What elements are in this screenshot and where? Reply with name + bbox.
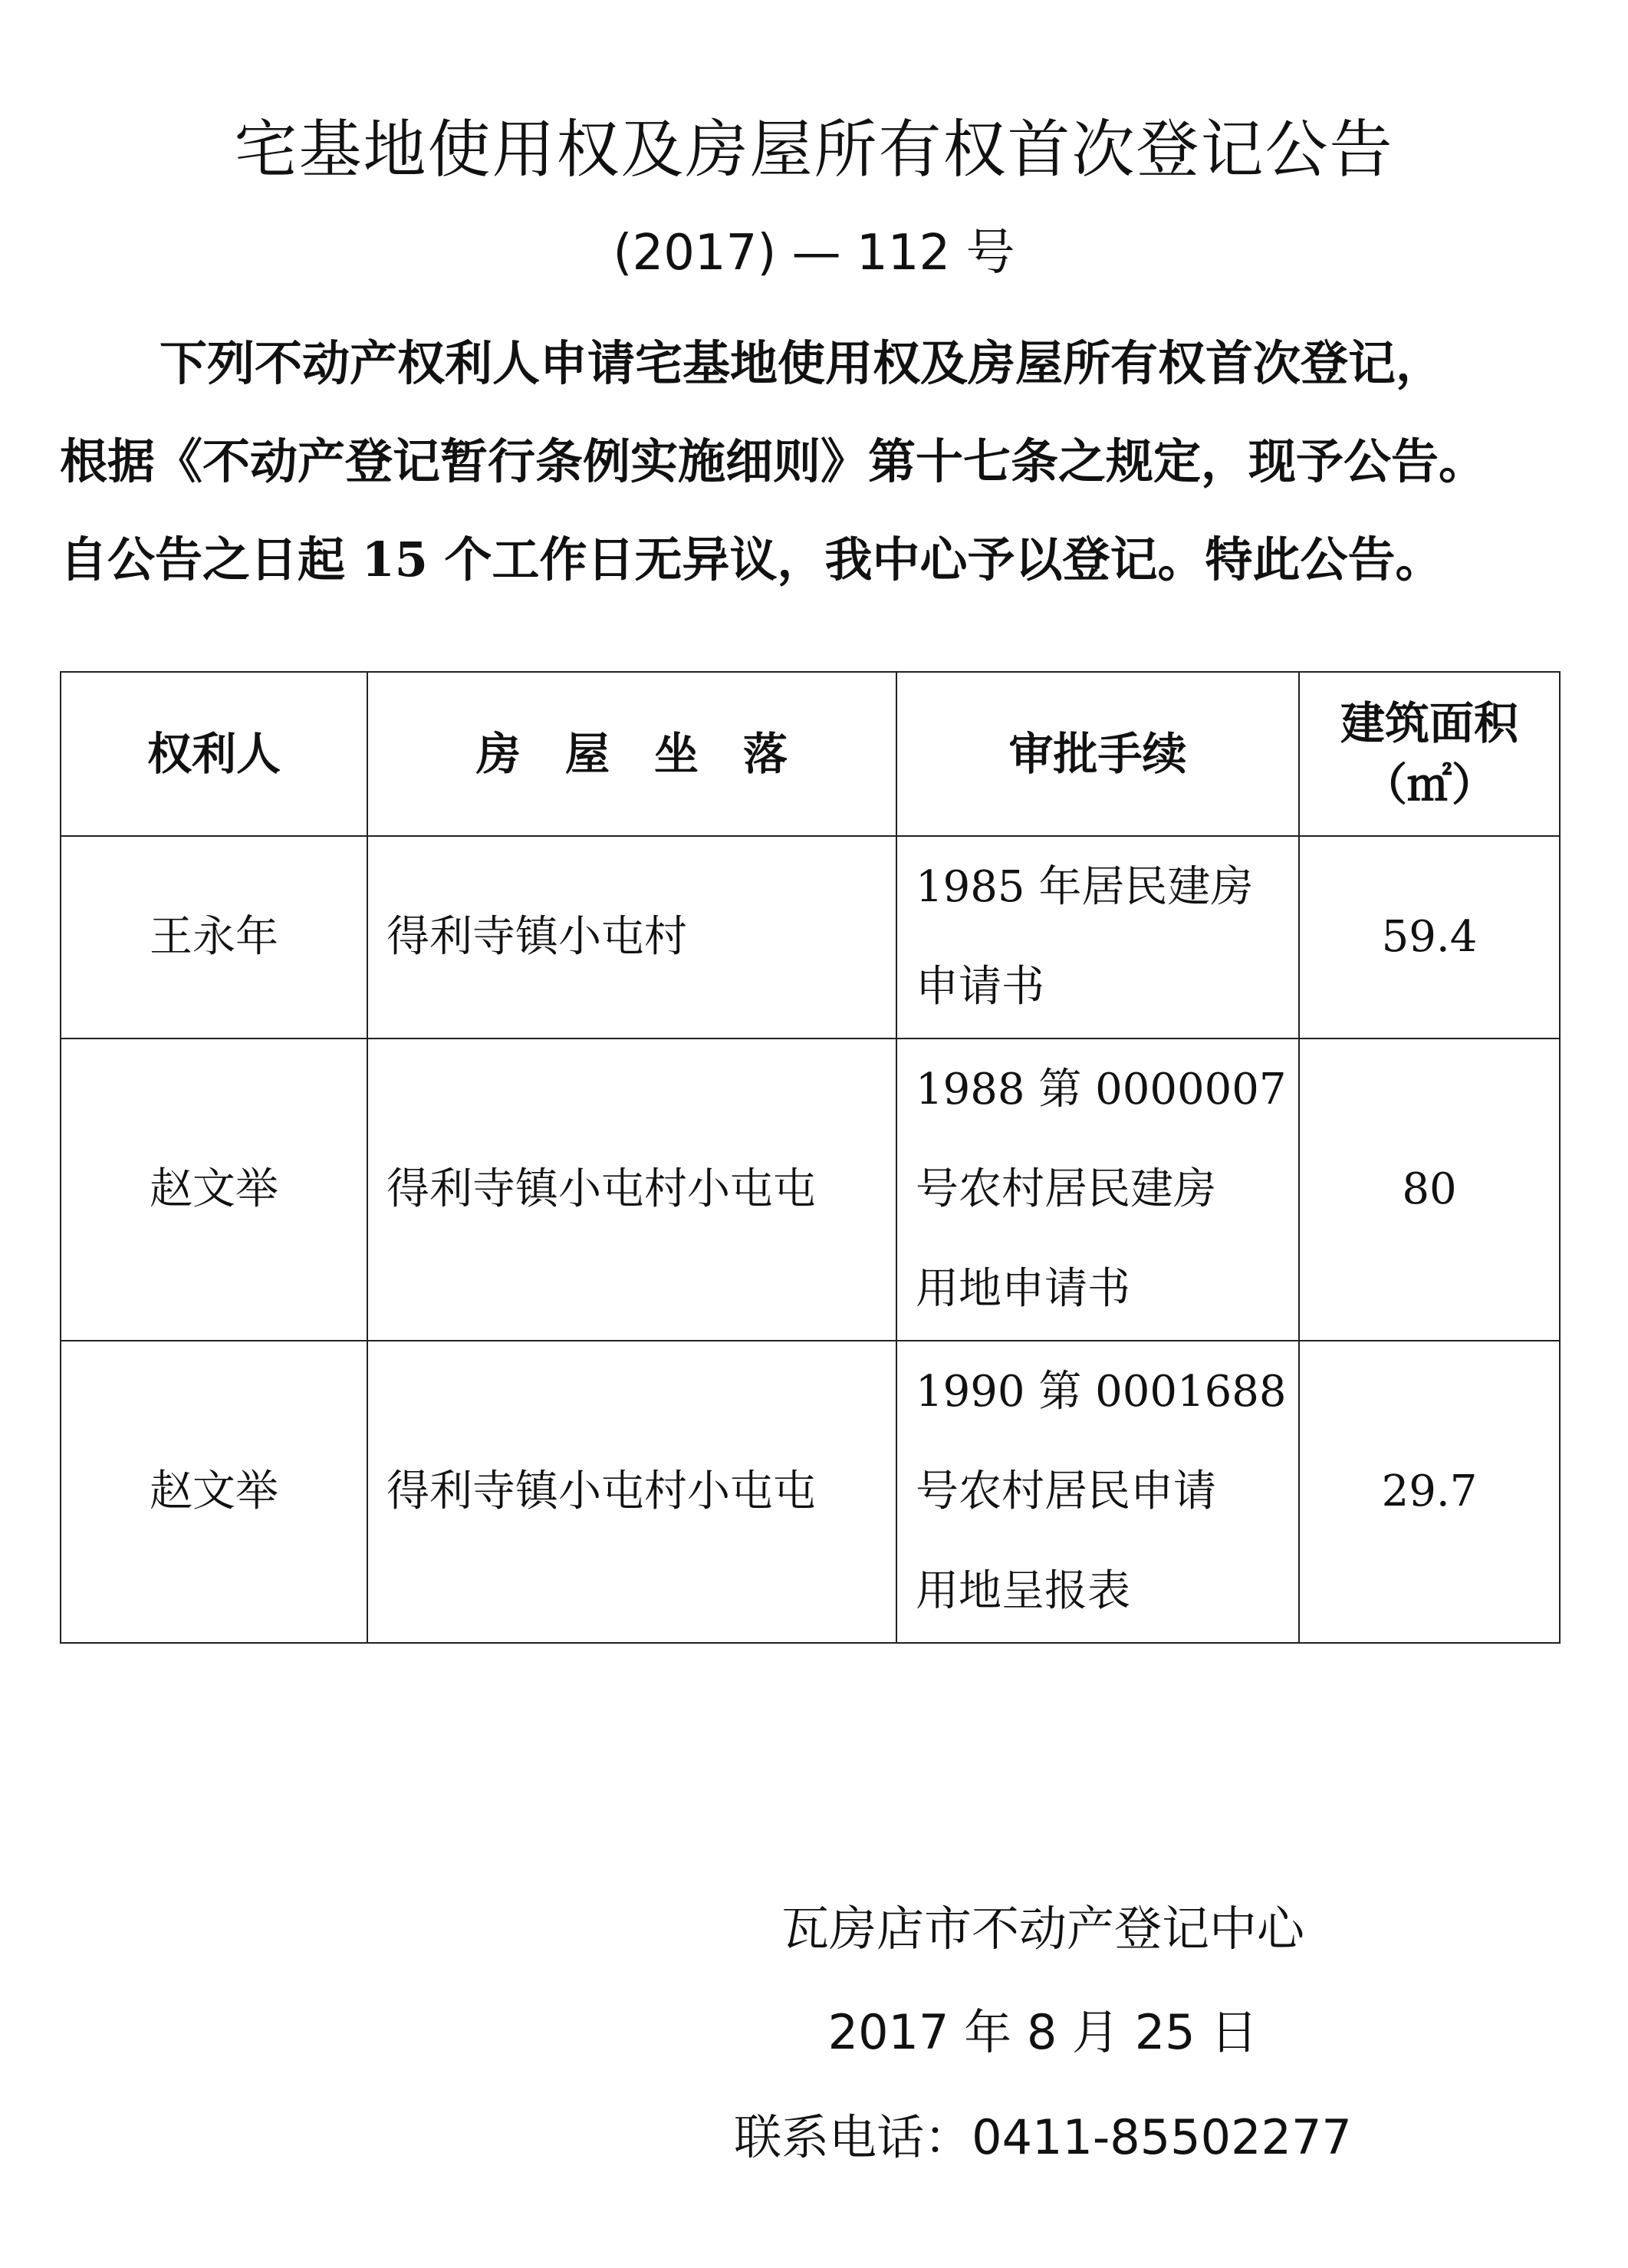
cell-holder: 赵文举 bbox=[61, 1341, 367, 1643]
approval-line: 号农村居民建房 bbox=[916, 1164, 1216, 1214]
notice-title: 宅基地使用权及房屋所有权首次登记公告 bbox=[234, 114, 1394, 186]
table-row bbox=[61, 1039, 1560, 1341]
cell-location: 得利寺镇小屯村小屯屯 bbox=[367, 1039, 896, 1341]
notice-intro bbox=[60, 314, 1586, 609]
registration-table bbox=[60, 671, 1561, 1644]
cell-location: 得利寺镇小屯村 bbox=[367, 836, 896, 1039]
table-header-row bbox=[61, 672, 1560, 836]
document-number: (2017) — 112 号 bbox=[613, 225, 1015, 281]
approval-line: 号农村居民申请 bbox=[916, 1466, 1216, 1516]
approval-line: 1988 第 0000007 bbox=[916, 1065, 1287, 1114]
intro-line: 下列不动产权利人申请宅基地使用权及房屋所有权首次登记， bbox=[160, 335, 1444, 391]
cell-approval bbox=[896, 836, 1299, 1039]
cell-area: 80 bbox=[1299, 1039, 1560, 1341]
cell-holder: 王永年 bbox=[61, 836, 367, 1039]
cell-location: 得利寺镇小屯村小屯屯 bbox=[367, 1341, 896, 1643]
approval-line: 1990 第 0001688 bbox=[916, 1367, 1287, 1417]
approval-line: 用地申请书 bbox=[916, 1264, 1130, 1314]
cell-approval bbox=[896, 1039, 1299, 1341]
table-row bbox=[61, 1341, 1560, 1643]
intro-line: 自公告之日起 15 个工作日无异议，我中心予以登记。特此公告。 bbox=[60, 532, 1443, 588]
header-approval: 审批手续 bbox=[896, 672, 1299, 836]
cell-holder: 赵文举 bbox=[61, 1039, 367, 1341]
header-location: 房 屋 坐 落 bbox=[367, 672, 896, 836]
approval-line: 用地呈报表 bbox=[916, 1566, 1130, 1616]
cell-area: 59.4 bbox=[1299, 836, 1560, 1039]
header-area bbox=[1299, 672, 1560, 836]
header-area-label: 建筑面积 bbox=[1340, 697, 1518, 749]
header-holder: 权利人 bbox=[61, 672, 367, 836]
intro-line: 根据《不动产登记暂行条例实施细则》第十七条之规定，现予公告。 bbox=[60, 433, 1487, 489]
approval-line: 申请书 bbox=[916, 962, 1044, 1012]
approval-line: 1985 年居民建房 bbox=[916, 862, 1254, 912]
cell-area: 29.7 bbox=[1299, 1341, 1560, 1643]
cell-approval bbox=[896, 1341, 1299, 1643]
contact-phone: 联系电话：0411-85502277 bbox=[734, 2109, 1352, 2165]
issuing-organization: 瓦房店市不动产登记中心 bbox=[781, 1901, 1304, 1957]
issue-date: 2017 年 8 月 25 日 bbox=[827, 2004, 1258, 2060]
table-row bbox=[61, 836, 1560, 1039]
header-area-unit: （㎡） bbox=[1362, 759, 1496, 811]
